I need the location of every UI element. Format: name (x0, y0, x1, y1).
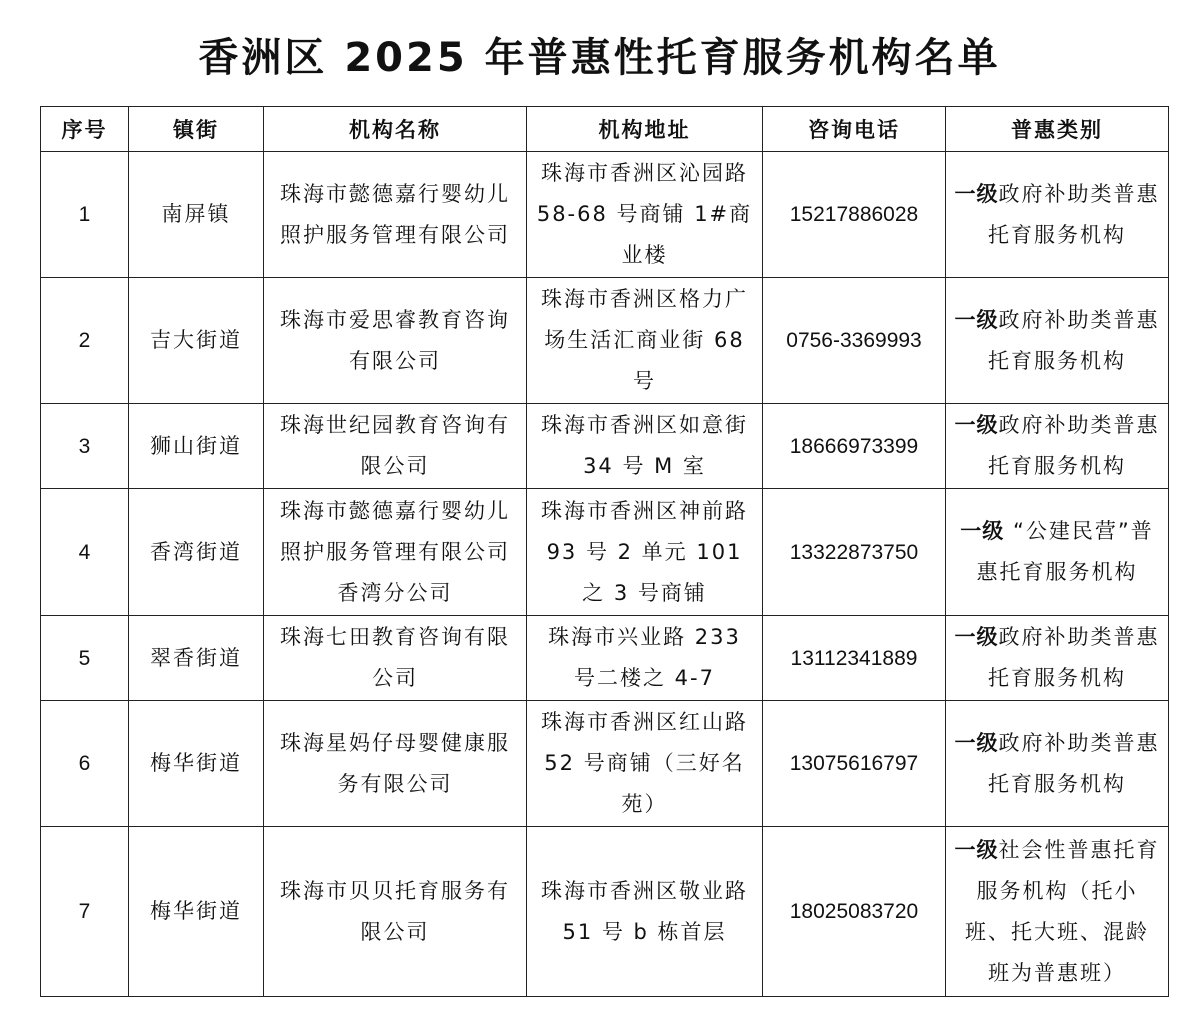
table-header-row (41, 107, 1169, 152)
row-address: 珠海市香洲区格力广场生活汇商业街 68 号 (527, 278, 763, 404)
row-index: 2 (41, 278, 129, 404)
row-phone: 0756-3369993 (763, 278, 946, 404)
row-index: 4 (41, 489, 129, 616)
row-phone: 18025083720 (763, 827, 946, 997)
header-category: 普惠类别 (946, 107, 1169, 152)
row-name: 珠海世纪园教育咨询有限公司 (264, 404, 527, 489)
row-name: 珠海市懿德嘉行婴幼儿照护服务管理有限公司 (264, 152, 527, 278)
row-index: 6 (41, 701, 129, 827)
table-row (41, 278, 1169, 404)
row-category: 政府补助类普惠托育服务机构 (988, 181, 1160, 247)
row-index: 3 (41, 404, 129, 489)
row-category-cell (946, 278, 1169, 404)
row-street: 吉大街道 (129, 278, 264, 404)
row-street: 梅华街道 (129, 827, 264, 997)
row-name: 珠海市懿德嘉行婴幼儿照护服务管理有限公司香湾分公司 (264, 489, 527, 616)
row-category-cell (946, 404, 1169, 489)
header-street: 镇街 (129, 107, 264, 152)
row-phone: 13075616797 (763, 701, 946, 827)
row-name: 珠海七田教育咨询有限公司 (264, 616, 527, 701)
header-address: 机构地址 (527, 107, 763, 152)
row-name: 珠海市贝贝托育服务有限公司 (264, 827, 527, 997)
row-address: 珠海市香洲区如意街 34 号 M 室 (527, 404, 763, 489)
row-street: 狮山街道 (129, 404, 264, 489)
row-address: 珠海市香洲区红山路 52 号商铺（三好名苑） (527, 701, 763, 827)
row-level: 一级 (954, 730, 999, 755)
row-level: 一级 (960, 519, 1005, 543)
page-title: 香洲区 2025 年普惠性托育服务机构名单 (198, 35, 1001, 81)
row-level: 一级 (954, 625, 999, 649)
header-phone: 咨询电话 (763, 107, 946, 152)
row-street: 翠香街道 (129, 616, 264, 701)
row-level: 一级 (954, 837, 999, 862)
row-category: 政府补助类普惠托育服务机构 (988, 413, 1160, 478)
row-street: 香湾街道 (129, 489, 264, 616)
row-address: 珠海市兴业路 233 号二楼之 4-7 (527, 616, 763, 701)
row-phone: 13322873750 (763, 489, 946, 616)
row-index: 1 (41, 152, 129, 278)
table-row (41, 616, 1169, 701)
row-category: 政府补助类普惠托育服务机构 (988, 625, 1160, 690)
row-level: 一级 (954, 413, 999, 437)
row-category-cell (946, 616, 1169, 701)
row-phone: 18666973399 (763, 404, 946, 489)
row-address: 珠海市香洲区神前路 93 号 2 单元 101 之 3 号商铺 (527, 489, 763, 616)
header-name: 机构名称 (264, 107, 527, 152)
institution-table (40, 106, 1169, 997)
row-category: “公建民营”普惠托育服务机构 (976, 519, 1154, 584)
header-index: 序号 (41, 107, 129, 152)
row-category: 政府补助类普惠托育服务机构 (988, 730, 1160, 796)
row-level: 一级 (954, 181, 999, 206)
row-name: 珠海市爱思睿教育咨询有限公司 (264, 278, 527, 404)
row-category-cell (946, 152, 1169, 278)
row-category-cell (946, 827, 1169, 997)
row-category: 社会性普惠托育服务机构（托小班、托大班、混龄班为普惠班） (965, 837, 1160, 985)
table-row (41, 701, 1169, 827)
table-row (41, 489, 1169, 616)
row-address: 珠海市香洲区敬业路 51 号 b 栋首层 (527, 827, 763, 997)
table-row (41, 404, 1169, 489)
row-level: 一级 (954, 307, 999, 332)
row-category: 政府补助类普惠托育服务机构 (988, 307, 1160, 373)
row-category-cell (946, 489, 1169, 616)
table-row (41, 152, 1169, 278)
row-phone: 15217886028 (763, 152, 946, 278)
row-street: 梅华街道 (129, 701, 264, 827)
row-phone: 13112341889 (763, 616, 946, 701)
row-index: 7 (41, 827, 129, 997)
row-index: 5 (41, 616, 129, 701)
row-address: 珠海市香洲区沁园路 58-68 号商铺 1#商业楼 (527, 152, 763, 278)
table-row (41, 827, 1169, 997)
row-street: 南屏镇 (129, 152, 264, 278)
row-name: 珠海星妈仔母婴健康服务有限公司 (264, 701, 527, 827)
row-category-cell (946, 701, 1169, 827)
